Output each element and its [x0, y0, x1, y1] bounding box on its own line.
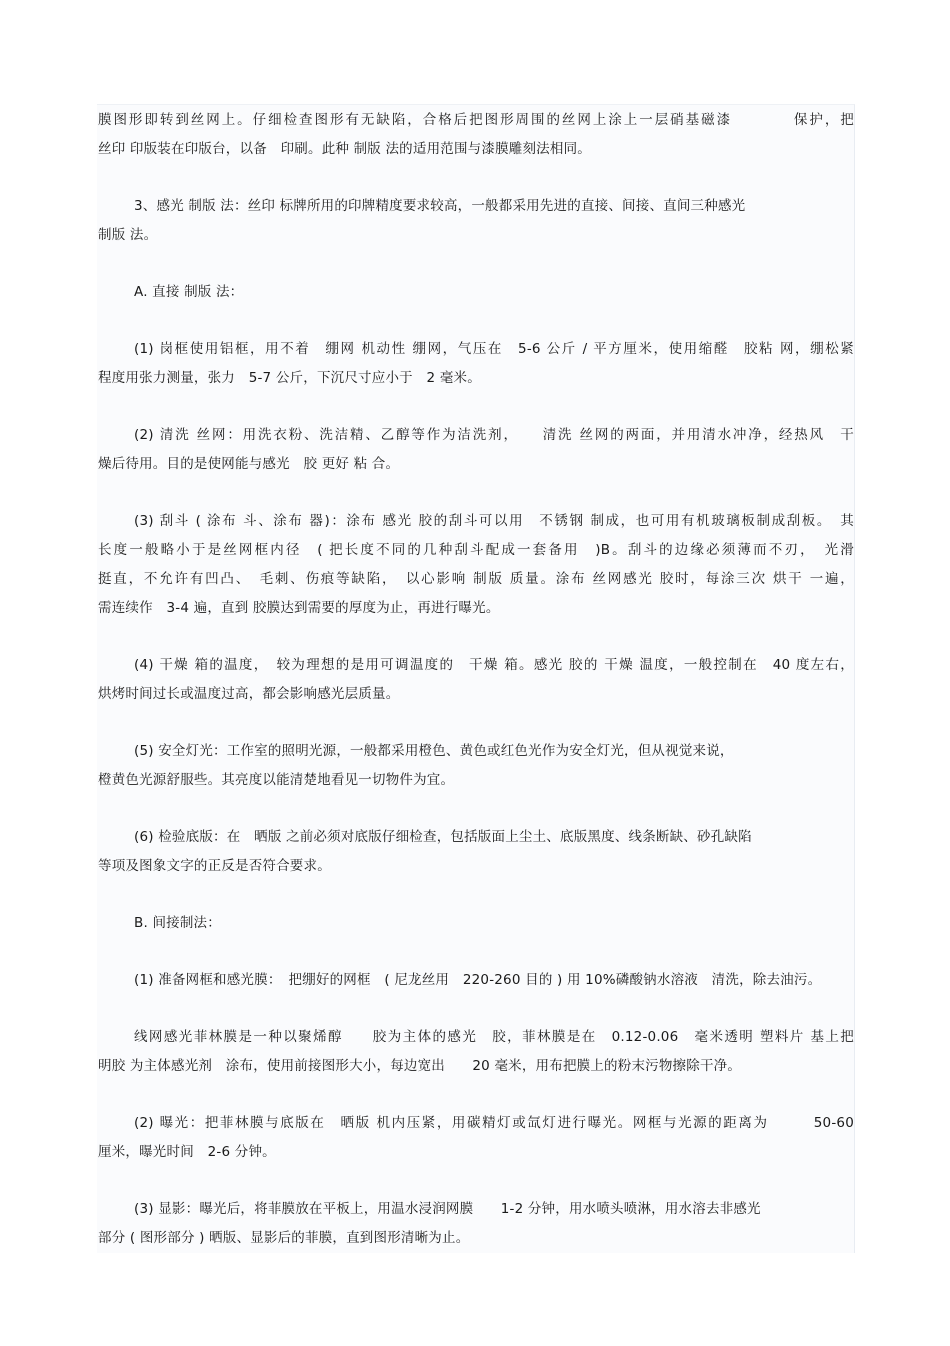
- paragraph-intro: [98, 106, 854, 164]
- text-line: (3) 刮斗 ( 涂布 斗、涂布 器)：涂布 感光 胶的刮斗可以用 不锈钢 制成，也可用有机玻璃板制成刮板。 其: [134, 513, 854, 529]
- text-line: 厘米，曝光时间 2-6 分钟。: [98, 1144, 276, 1160]
- text-line: 膜图形即转到丝网上。仔细检查图形有无缺陷，合格后把图形周围的丝网上涂上一层硝基磁漆 保护，把: [98, 112, 854, 128]
- text-line: (1) 岗框使用铝框，用不着 绷网 机动性 绷网，气压在 5-6 公斤 / 平方厘米，使用缩醛 胶粘 网，绷松紧: [134, 341, 854, 357]
- paragraph-a-5: [98, 737, 854, 795]
- text-line: 部分 ( 图形部分 ) 晒版、显影后的菲膜，直到图形清晰为止。: [98, 1230, 470, 1246]
- paragraph-b-film: [98, 1023, 854, 1081]
- text-line: 等项及图象文字的正反是否符合要求。: [98, 858, 331, 874]
- text-line: 燥后待用。目的是使网能与感光 胶 更好 粘 合。: [98, 456, 400, 472]
- heading-text: A. 直接 制版 法：: [134, 284, 244, 300]
- paragraph-b-1: [98, 966, 854, 995]
- text-line: (2) 曝光：把菲林膜与底版在 晒版 机内压紧，用碳精灯或氙灯进行曝光。网框与光源的距离为 50-60: [134, 1115, 854, 1131]
- paragraph-a-6: [98, 823, 854, 881]
- text-line: (4) 干燥 箱的温度， 较为理想的是用可调温度的 干燥 箱。感光 胶的 干燥 温度，一般控制在 40 度左右，: [134, 657, 854, 673]
- text-line: 橙黄色光源舒服些。其亮度以能清楚地看见一切物件为宜。: [98, 772, 455, 788]
- text-line: (2) 清洗 丝网：用洗衣粉、洗洁精、乙醇等作为洁洗剂， 清洗 丝网的两面，并用清水冲净，经热风 干: [134, 427, 854, 443]
- paragraph-b-3: [98, 1195, 854, 1253]
- text-line: (3) 显影：曝光后，将菲膜放在平板上，用温水浸润网膜 1-2 分钟，用水喷头喷淋，用水溶去非感光: [134, 1201, 761, 1217]
- text-line: 长度一般略小于是丝网框内径 ( 把长度不同的几种刮斗配成一套备用 )B。刮斗的边缘必须薄而不刃， 光滑: [98, 542, 854, 558]
- text-line: 程度用张力测量，张力 5-7 公斤，下沉尺寸应小于 2 毫米。: [98, 370, 481, 386]
- paragraph-section-3: [98, 192, 854, 250]
- text-line: (5) 安全灯光：工作室的照明光源，一般都采用橙色、黄色或红色光作为安全灯光，但从视觉来说，: [134, 743, 734, 759]
- document-body: [98, 106, 854, 1281]
- text-line: (1) 准备网框和感光膜： 把绷好的网框 ( 尼龙丝用 220-260 目的 ) 用 10%磷酸钠水溶液 清洗，除去油污。: [134, 972, 822, 988]
- text-line: 制版 法。: [98, 227, 158, 243]
- text-line: 烘烤时间过长或温度过高，都会影响感光层质量。: [98, 686, 400, 702]
- heading-direct-method: [98, 278, 854, 307]
- heading-indirect-method: [98, 909, 854, 938]
- paragraph-a-1: [98, 335, 854, 393]
- text-line: 明胶 为主体感光剂 涂布，使用前接图形大小，每边宽出 20 毫米，用布把膜上的粉末污物擦除干净。: [98, 1058, 742, 1074]
- text-line: 3、感光 制版 法：丝印 标牌所用的印牌精度要求较高，一般都采用先进的直接、间接、直间三种感光: [134, 198, 746, 214]
- paragraph-a-2: [98, 421, 854, 479]
- text-line: 丝印 印版装在印版台，以备 印刷。此种 制版 法的适用范围与漆膜雕刻法相同。: [98, 141, 591, 157]
- text-line: 挺直，不允许有凹凸、 毛刺、伤痕等缺陷， 以心影响 制版 质量。涂布 丝网感光 胶时，每涂三次 烘干 一遍，: [98, 571, 854, 587]
- heading-text: B. 间接制法：: [134, 915, 221, 931]
- text-line: (6) 检验底版：在 晒版 之前必须对底版仔细检查，包括版面上尘土、底版黑度、线条断缺、砂孔缺陷: [134, 829, 752, 845]
- text-line: 需连续作 3-4 遍，直到 胶膜达到需要的厚度为止，再进行曝光。: [98, 600, 500, 616]
- text-line: 线网感光菲林膜是一种以聚烯醇 胶为主体的感光 胶，菲林膜是在 0.12-0.06 毫米透明 塑料片 基上把: [134, 1029, 854, 1045]
- paragraph-b-2: [98, 1109, 854, 1167]
- paragraph-a-4: [98, 651, 854, 709]
- paragraph-a-3: [98, 507, 854, 623]
